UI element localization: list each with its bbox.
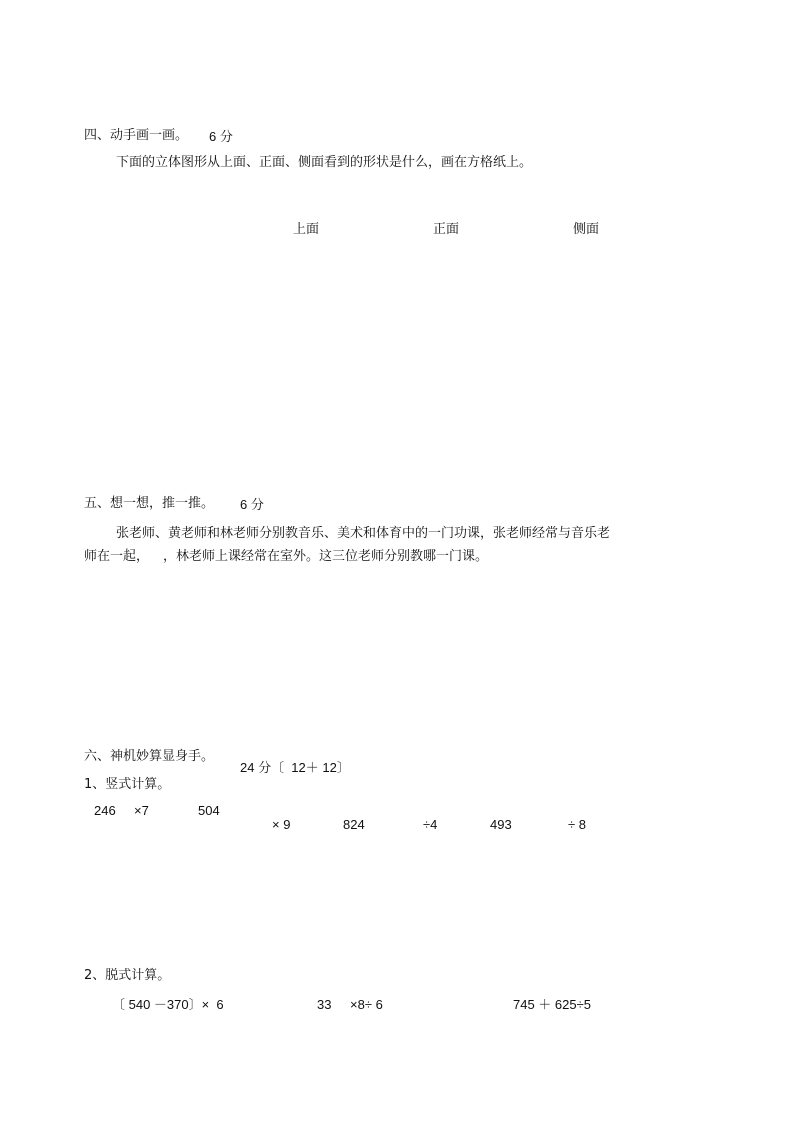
vertical-calc-operand: 504 [198, 803, 220, 818]
section5-problem-line2-b: ，林老师上课经常在室外。这三位老师分别教哪一门课。 [163, 549, 489, 564]
part2-title: 2、脱式计算。 [84, 968, 171, 983]
view-label-side: 侧面 [573, 222, 600, 237]
vertical-calc-operand: 246 [94, 803, 116, 818]
section5-score: 6 分 [240, 497, 264, 512]
section6-score: 24 分〔 12＋ 12〕 [240, 760, 350, 775]
step-calc-expression: ×8÷ 6 [350, 997, 383, 1012]
section4-instruction: 下面的立体图形从上面、正面、侧面看到的形状是什么，画在方格纸上。 [116, 155, 533, 170]
section4-title: 四、动手画一画。 [84, 128, 189, 143]
vertical-calc-operator: ÷4 [423, 817, 438, 832]
vertical-calc-operand: 824 [343, 817, 365, 832]
step-calc-expression: 33 [317, 997, 332, 1012]
step-calc-expression: 745 ＋ 625÷5 [513, 997, 591, 1012]
section4-score: 6 分 [209, 129, 233, 144]
view-label-front: 正面 [433, 222, 460, 237]
section5-title: 五、想一想，推一推。 [84, 496, 215, 511]
vertical-calc-operand: 493 [490, 817, 512, 832]
vertical-calc-operator: ÷ 8 [568, 817, 586, 832]
view-label-top: 上面 [293, 222, 320, 237]
vertical-calc-operator: × 9 [272, 817, 291, 832]
vertical-calc-operator: ×7 [134, 803, 149, 818]
section5-problem-line1: 张老师、黄老师和林老师分别教音乐、美术和体育中的一门功课，张老师经常与音乐老 [116, 526, 611, 541]
section5-problem-line2-a: 师在一起， [84, 549, 150, 564]
section6-title: 六、神机妙算显身手。 [84, 749, 215, 764]
part1-title: 1、竖式计算。 [84, 777, 171, 792]
step-calc-expression: 〔 540 －370〕× 6 [112, 997, 224, 1012]
